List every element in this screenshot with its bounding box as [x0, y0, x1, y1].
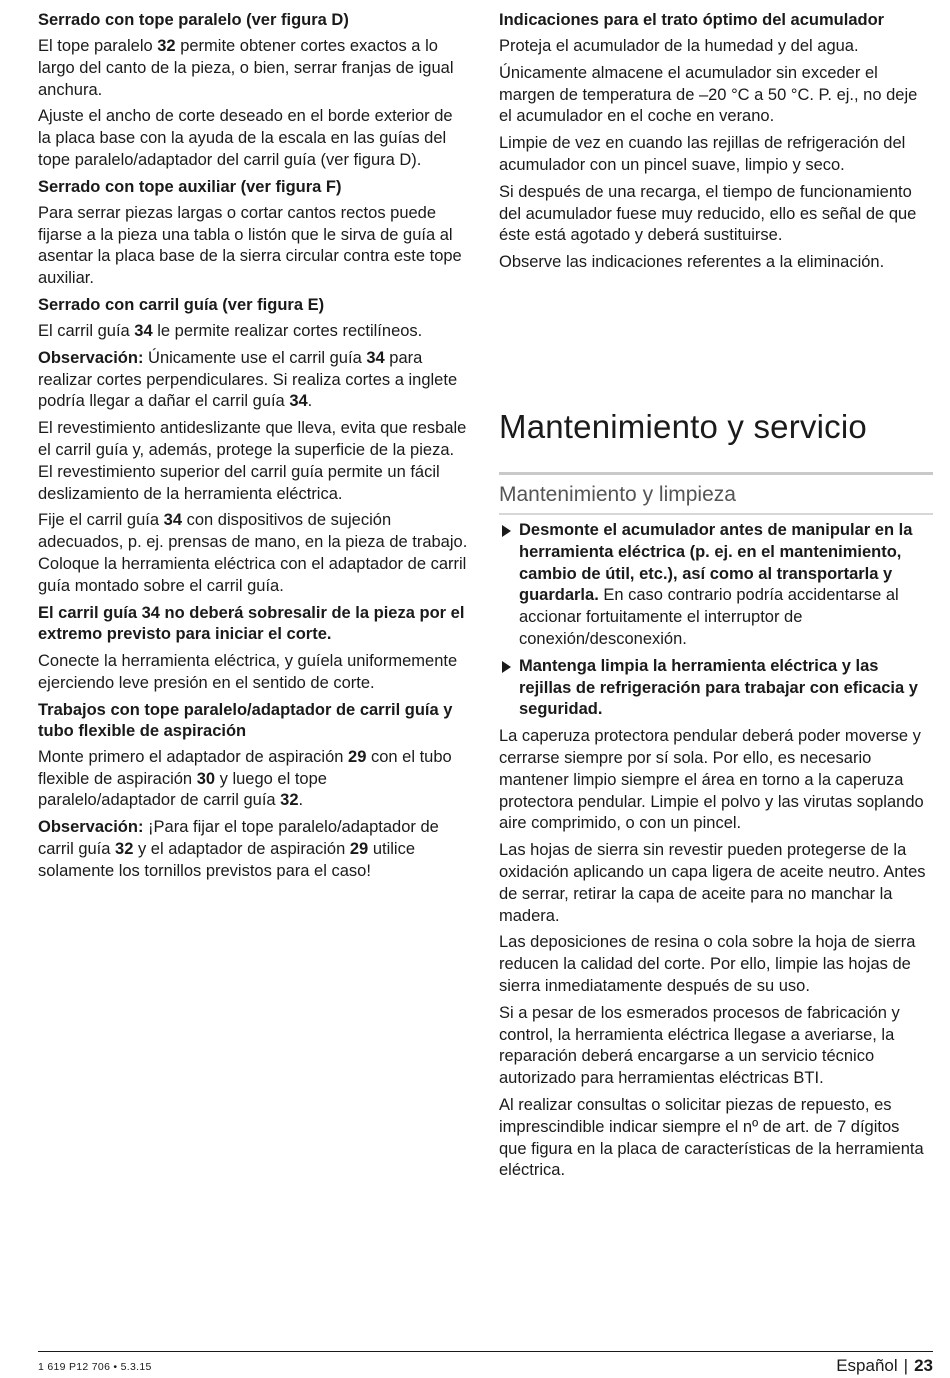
language-label: Español: [836, 1356, 898, 1375]
paragraph: El carril guía 34 le permite realizar cortes rectilíneos.: [38, 321, 423, 340]
note-paragraph: Observación: ¡Para fijar el tope paralelo/adaptador de carril guía 32 y el adaptador de aspiración 29 utilice solamente los tornillos previstos para el caso!: [38, 818, 439, 880]
paragraph: Ajuste el ancho de corte deseado en el borde exterior de la placa base con la ayuda de la escala en las guías del tope paralelo/adaptador del carril guía (ver figura D).: [38, 107, 453, 169]
chapter-heading: [499, 408, 931, 446]
paragraph: Las deposiciones de resina o cola sobre la hoja de sierra reducen la calidad del corte. Por ello, limpie las hojas de sierra inmediatamente después de su uso.: [499, 933, 916, 995]
triangle-bullet-icon: [502, 661, 511, 673]
note-paragraph: Observación: Únicamente use el carril guía 34 para realizar cortes perpendiculares. Si realiza cortes a inglete podría llegar a dañar el carril guía 34.: [38, 348, 458, 411]
page-number: 23: [914, 1356, 933, 1375]
left-column: [38, 10, 468, 888]
divider: [499, 513, 933, 515]
bullet-item: Desmonte el acumulador antes de manipular en la herramienta eléctrica (p. ej. en el mantenimiento, cambio de útil, etc.), así como al transportarla y guardarla. En caso contrario podría accidentarse al accionar fortuitamente el interruptor de conexión/desconexión.: [499, 520, 931, 651]
section-title-guide-rail: Serrado con carril guía (ver figura E): [38, 295, 325, 314]
paragraph: El tope paralelo 32 permite obtener cortes exactos a lo largo del canto de la pieza, o bien, serrar franjas de igual anchura.: [38, 37, 454, 99]
section-title-auxiliary-guide: Serrado con tope auxiliar (ver figura F): [38, 177, 342, 196]
paragraph: Las hojas de sierra sin revestir pueden protegerse de la oxidación aplicando un capa ligera de aceite neutro. Antes de serrar, retirar la capa de aceite para no manchar la madera.: [499, 841, 926, 925]
paragraph: Si a pesar de los esmerados procesos de fabricación y control, la herramienta eléctrica llegase a averiarse, la reparación deberá encargarse a un servicio técnico autorizado para herramientas eléctricas BTI.: [499, 1003, 900, 1088]
document-code: 1 619 P12 706 • 5.3.15: [38, 1361, 152, 1373]
footer-divider: [38, 1351, 933, 1352]
footer-separator: |: [903, 1356, 909, 1375]
paragraph: Proteja el acumulador de la humedad y del agua.: [499, 37, 859, 55]
paragraph: Monte primero el adaptador de aspiración 29 con el tubo flexible de aspiración 30 y luego el tope paralelo/adaptador de carril guía 32.: [38, 747, 452, 810]
section-title-battery-care: Indicaciones para el trato óptimo del acumulador: [499, 11, 885, 29]
paragraph: Si después de una recarga, el tiempo de funcionamiento del acumulador fuese muy reducido, ello es señal de que éste está agotado y deberá sustituirse.: [499, 182, 917, 245]
section-title-dust-extraction: Trabajos con tope paralelo/adaptador de carril guía y tubo flexible de aspiración: [38, 700, 453, 740]
paragraph: Fije el carril guía 34 con dispositivos de sujeción adecuados, p. ej. prensas de mano, en la pieza de trabajo. Coloque la herramienta eléctrica con el adaptador de carril guía montado sobre el carril guía.: [38, 511, 468, 595]
paragraph: Al realizar consultas o solicitar piezas de repuesto, es imprescindible indicar siempre el nº de art. de 7 dígitos que figura en la placa de características de la herramienta eléctrica.: [499, 1095, 924, 1180]
maintenance-content: [499, 520, 931, 1187]
right-column: [499, 10, 931, 279]
page-footer-label: [836, 1356, 933, 1376]
paragraph: La caperuza protectora pendular deberá poder moverse y cerrarse siempre por sí sola. Por ello, es necesario mantener limpio siempre el área en torno a la caperuza protectora pendular. Limpie el polvo y las virutas soplando aire comprimido, o con un pincel.: [499, 727, 924, 833]
paragraph: Observe las indicaciones referentes a la eliminación.: [499, 253, 885, 272]
paragraph: Para serrar piezas largas o cortar cantos rectos puede fijarse a la pieza una tabla o listón que le sirva de guía al asentar la placa base de la sierra circular contra este tope auxiliar.: [38, 203, 462, 288]
section-title-parallel-guide: Serrado con tope paralelo (ver figura D): [38, 11, 349, 29]
warning-paragraph: El carril guía 34 no deberá sobresalir de la pieza por el extremo previsto para iniciar el corte.: [38, 603, 465, 644]
paragraph: El revestimiento antideslizante que lleva, evita que resbale el carril guía y, además, protege la superficie de la pieza. El revestimiento superior del carril guía permite un fácil deslizamiento de la herramienta eléctrica.: [38, 419, 467, 503]
triangle-bullet-icon: [502, 525, 511, 537]
paragraph: Únicamente almacene el acumulador sin exceder el margen de temperatura de –20 °C a 50 °C. P. ej., no deje el acumulador en el coche en verano.: [499, 63, 918, 126]
subsection-title: Mantenimiento y limpieza: [499, 483, 736, 506]
paragraph: Limpie de vez en cuando las rejillas de refrigeración del acumulador con un pincel suave, limpio y seco.: [499, 134, 906, 174]
paragraph: Conecte la herramienta eléctrica, y guíela uniformemente ejerciendo leve presión en el sentido de corte.: [38, 652, 458, 692]
bullet-item: Mantenga limpia la herramienta eléctrica y las rejillas de refrigeración para trabajar con eficacia y seguridad.: [499, 656, 931, 721]
divider: [499, 472, 933, 475]
chapter-title: Mantenimiento y servicio: [499, 408, 867, 445]
subsection-heading: [499, 472, 933, 515]
